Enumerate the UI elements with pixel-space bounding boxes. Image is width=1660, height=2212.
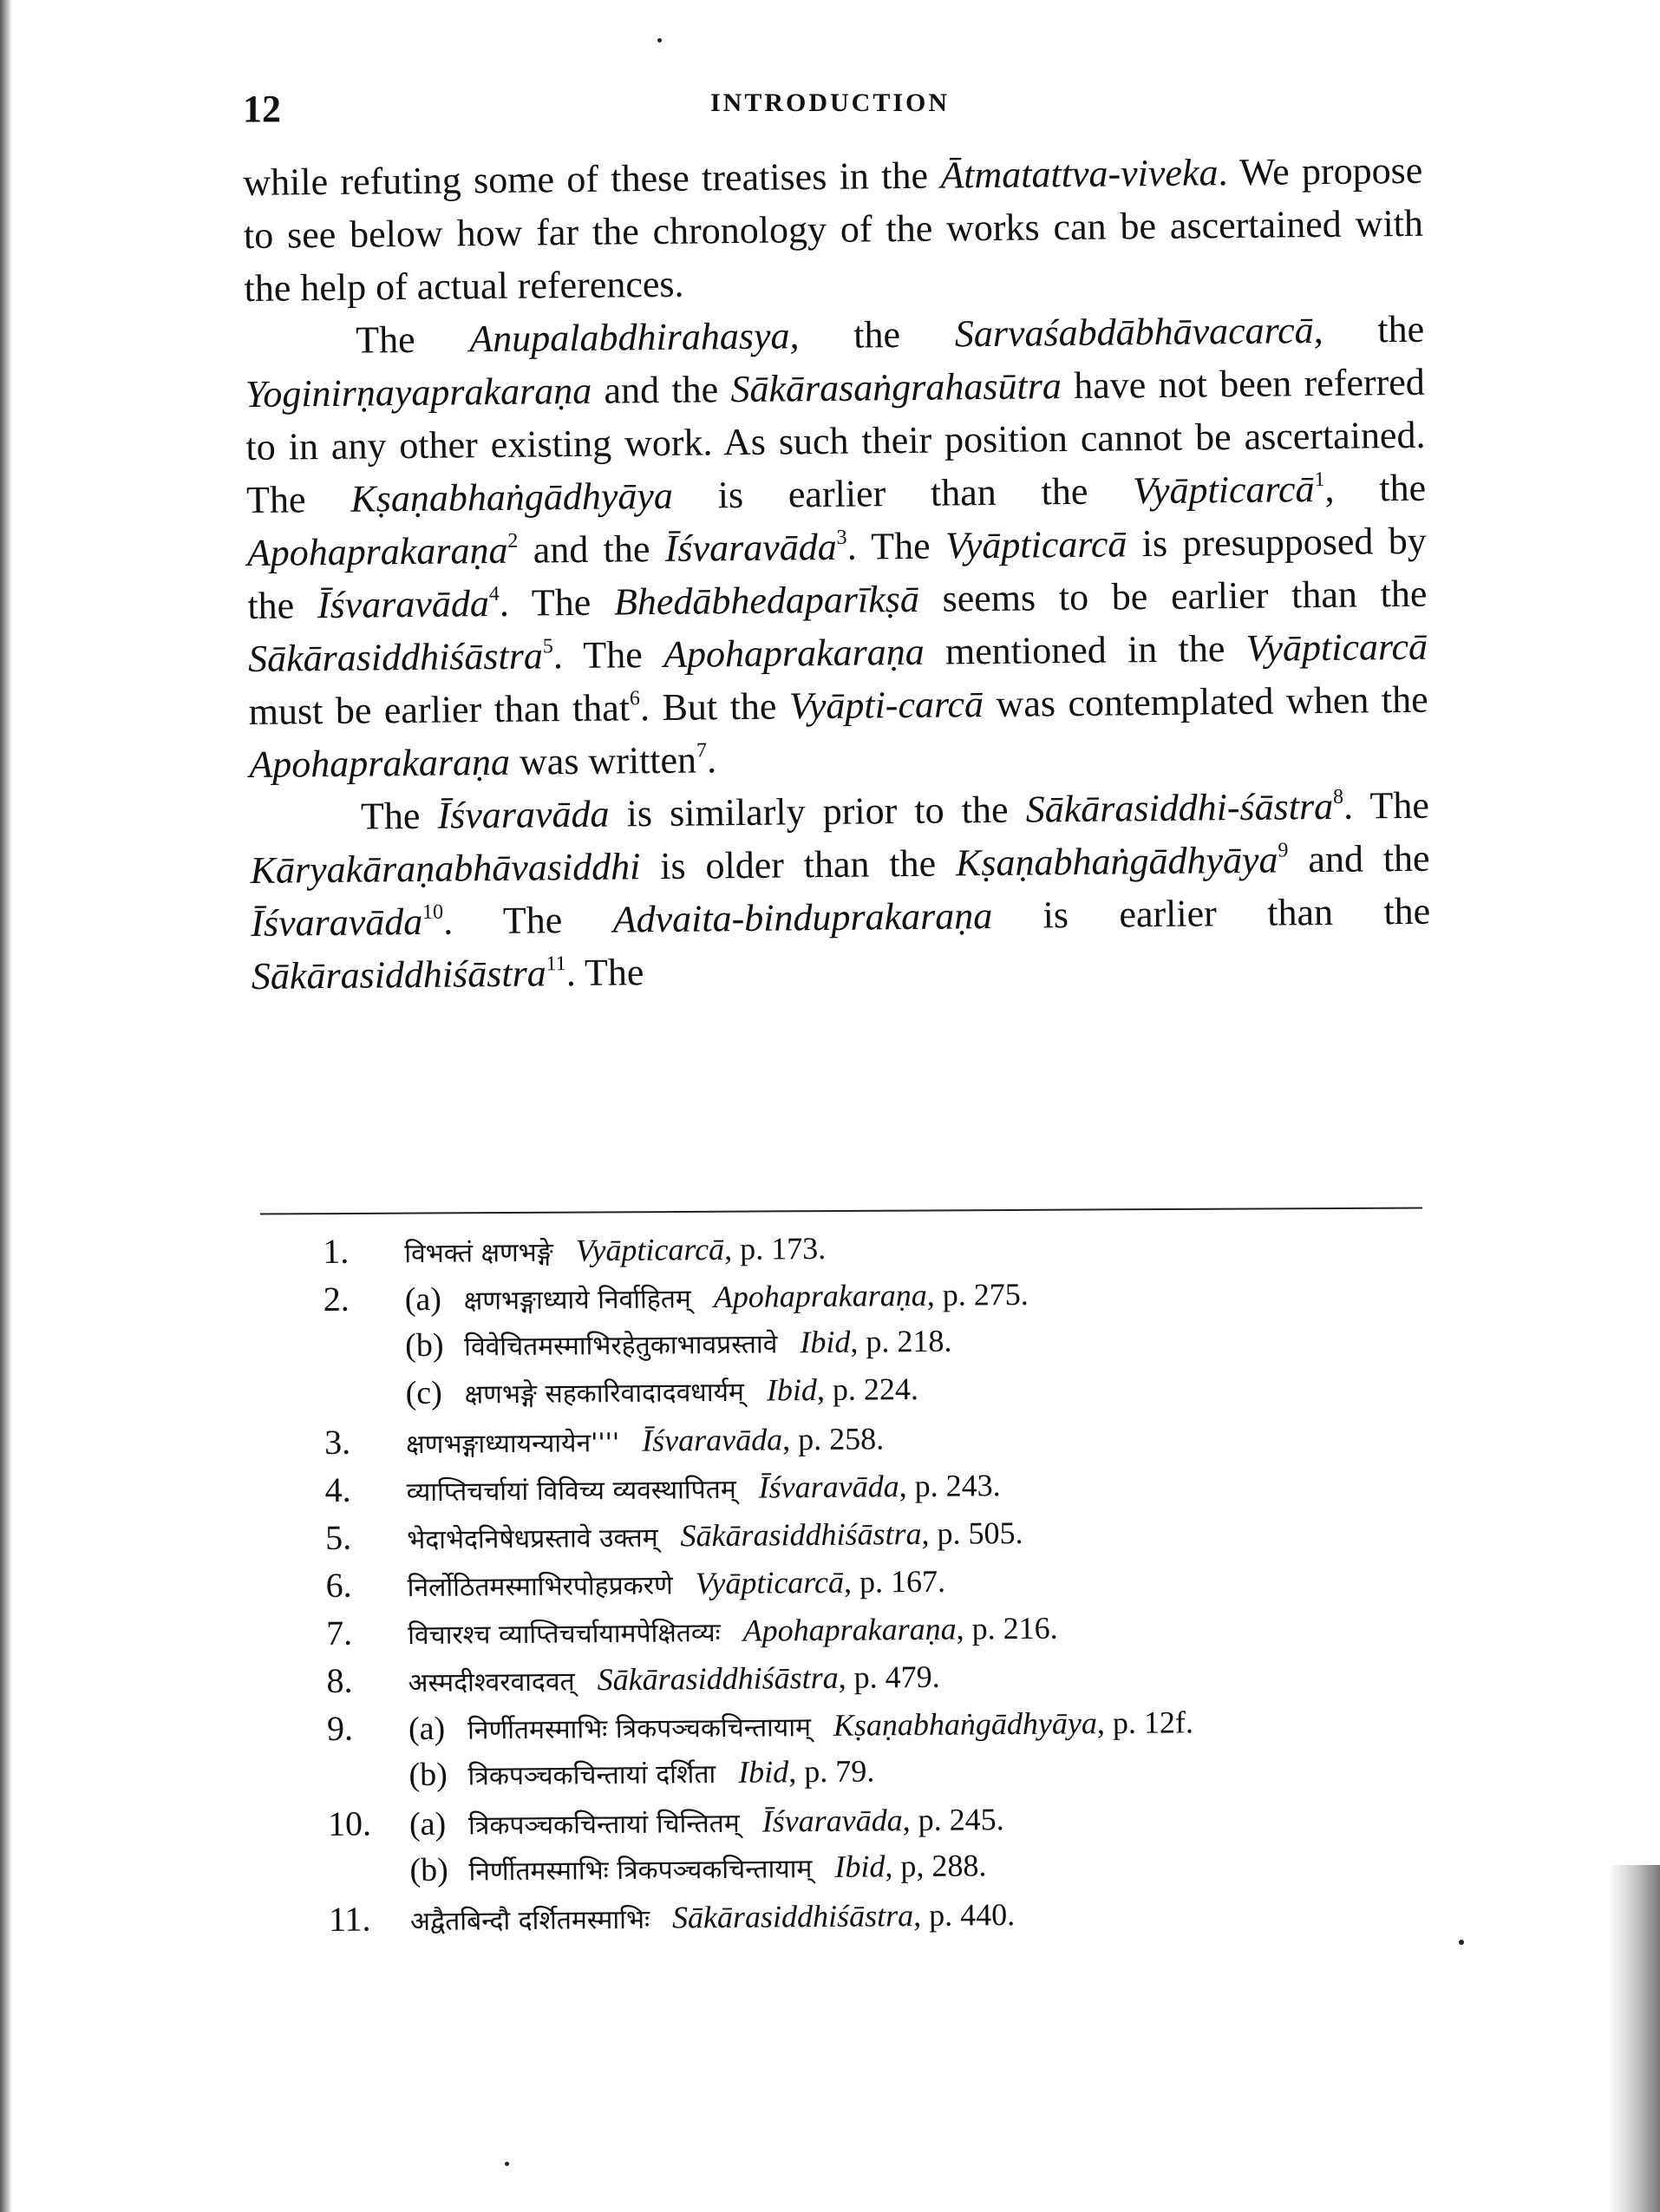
text-run: must be earlier than that (248, 686, 631, 733)
page-reference: , p. 173. (723, 1230, 827, 1266)
text-run: have not been referred to in any other existing work. As such their position cannot be ascertained. The (245, 360, 1426, 521)
text-run: . The (499, 580, 615, 625)
scan-speck (1459, 1940, 1464, 1945)
text-run: the (799, 312, 956, 357)
work-title: Vyāpticarcā (1132, 468, 1315, 513)
page-number: 12 (243, 88, 281, 130)
text-run: mentioned in the (924, 626, 1246, 673)
work-title: Advaita-binduprakaraṇa (612, 893, 993, 941)
sanskrit-quote: त्रिकपञ्चकचिन्तायां दर्शिता (467, 1759, 716, 1792)
sanskrit-quote: अस्मदीश्वरवादवत् (408, 1666, 575, 1699)
paragraph-1 (243, 144, 1424, 315)
paragraph-3 (250, 779, 1431, 1003)
page-reference: , p. 275. (926, 1276, 1029, 1312)
sanskrit-quote: अद्वैतबिन्दौ दर्शितमस्माभिः (409, 1904, 650, 1938)
footnote-number: 1. (323, 1231, 350, 1271)
work-title: Kāryakāraṇabhāvasiddhi (250, 845, 641, 892)
text-run: and the (591, 368, 731, 412)
text-run: is presupposed by the (247, 519, 1427, 627)
work-title: Apohaprakaraṇa (663, 630, 925, 676)
work-title: Īśvaravāda (251, 900, 423, 945)
footnote-ref: 9 (1278, 839, 1289, 862)
text-run: seems to be earlier than the (918, 572, 1428, 620)
page-reference: , p. 440. (912, 1897, 1016, 1934)
footnote-subletter: (b) (409, 1851, 448, 1889)
text-run: . But the (639, 684, 790, 730)
footnote-ref: 10 (422, 900, 444, 924)
footnote-subletter: (a) (404, 1280, 442, 1319)
text-run: The (355, 317, 470, 362)
page-reference: , p. 79. (788, 1753, 875, 1790)
source-title: Īśvaravāda (761, 1803, 903, 1839)
work-title: Īśvaravāda (437, 792, 610, 837)
work-title: Sarvaśabdābhāvacarcā, (954, 308, 1323, 356)
footnote-ref: 1 (1314, 468, 1325, 492)
footnote-number: 2. (323, 1279, 350, 1319)
page-reference: , p. 218. (850, 1323, 952, 1359)
footnote-ref: 8 (1332, 785, 1344, 808)
sanskrit-quote: निर्लोठितमस्माभिरपोहप्रकरणे (407, 1570, 673, 1604)
footnote-subletter: (a) (408, 1805, 447, 1843)
footnote-rule (260, 1207, 1422, 1214)
text-run: is older than the (640, 841, 957, 888)
sanskrit-quote: क्षणभङ्गाध्याये निर्वाहितम् (463, 1284, 691, 1317)
footnote-subletter: (c) (405, 1374, 443, 1412)
work-title: Apohaprakaraṇa (249, 740, 511, 786)
source-title: Īśvaravāda (758, 1469, 899, 1505)
text-run: is earlier than the (991, 889, 1431, 937)
text-run: . The (1343, 783, 1430, 828)
footnote-number: 3. (324, 1422, 351, 1462)
text-run: . The (565, 951, 644, 995)
source-title: Vyāpticarcā (575, 1231, 725, 1268)
source-title: Apohaprakaraṇa (713, 1277, 927, 1315)
work-title: Vyāpti-carcā (788, 683, 984, 728)
scan-speck (505, 2162, 509, 2166)
sanskrit-quote: विचारश्च व्याप्तिचर्चायामपेक्षितव्यः (407, 1618, 721, 1652)
page-reference: , p. 216. (956, 1610, 1058, 1646)
work-title: Ātmatattva-viveka (940, 151, 1219, 197)
text-run: , the (1324, 466, 1427, 510)
work-title: Sākārasiddhiśāstra (251, 952, 546, 998)
text-run: . The (846, 524, 946, 568)
footnote-number: 9. (326, 1708, 354, 1748)
footnote-ref: 7 (696, 739, 708, 762)
source-title: Īśvaravāda (641, 1422, 783, 1458)
work-title: Vyāpticarcā (1245, 625, 1428, 670)
work-title: Sākārasaṅgrahasūtra (730, 364, 1062, 411)
footnote-ref: 6 (629, 687, 641, 710)
sanskrit-quote: व्याप्तिचर्चायां विविच्य व्यवस्थापितम् (406, 1474, 736, 1508)
source-title: Kṣaṇabhaṅgādhyāya (833, 1705, 1098, 1743)
footnote-number: 11. (328, 1899, 371, 1939)
page-reference: , p, 288. (885, 1848, 987, 1884)
sanskrit-quote: निर्णीतमस्माभिः त्रिकपञ्चकचिन्तायाम् (468, 1854, 813, 1888)
text-run: was contemplated when the (983, 677, 1428, 726)
footnote-ref: 5 (542, 635, 553, 658)
source-title: Vyāpticarcā (695, 1564, 845, 1601)
paragraph-2 (245, 303, 1429, 791)
text-run: is earlier than the (672, 469, 1134, 517)
footnote-ref: 11 (546, 952, 566, 976)
page-reference: , p. 479. (838, 1659, 940, 1695)
sanskrit-quote: निर्णीतमस्माभिः त्रिकपञ्चकचिन्तायाम् (467, 1712, 812, 1746)
text-run: and the (518, 527, 666, 572)
footnotes (323, 1217, 1482, 1943)
page-reference: , p. 12f. (1096, 1705, 1194, 1741)
work-title: Apohaprakaraṇa (246, 528, 508, 574)
text-run: . The (442, 898, 613, 943)
page-reference: , p. 167. (843, 1563, 946, 1600)
scan-left-edge-shadow (0, 0, 12, 2212)
work-title: Vyāpticarcā (944, 522, 1127, 567)
footnote-number: 4. (324, 1469, 351, 1509)
footnote-subletter: (b) (408, 1756, 448, 1794)
footnote-number: 5. (324, 1517, 352, 1557)
body-text (243, 144, 1431, 1003)
page-reference: , p. 245. (902, 1802, 1004, 1838)
text-run: and the (1288, 836, 1430, 881)
source-title: Ibid (738, 1754, 789, 1790)
text-run: while refuting some of these treatises in the (243, 154, 941, 204)
work-title: Yoginirṇayaprakaraṇa (245, 369, 592, 416)
running-head: INTRODUCTION (709, 88, 951, 117)
source-title: Ibid (766, 1372, 818, 1408)
footnote-ref: 4 (488, 582, 500, 606)
footnote-subletter: (a) (408, 1710, 446, 1748)
work-title: Īśvaravāda (664, 525, 837, 570)
page-reference: , p. 243. (899, 1468, 1001, 1504)
source-title: Ibid (834, 1849, 886, 1884)
footnote-subletter: (b) (405, 1326, 444, 1365)
source-title: Ibid (800, 1324, 851, 1360)
source-title: Sākārasiddhiśāstra (597, 1659, 839, 1698)
work-title: Anupalabdhirahasya, (469, 314, 800, 361)
text-run: . We propose to see below how far the chronology of the works can be ascertained with the help of actual references. (243, 148, 1424, 310)
work-title: Kṣaṇabhaṅgādhyāya (955, 838, 1278, 885)
scan-right-edge-shadow (1608, 1865, 1660, 2212)
text-run: . The (552, 632, 664, 677)
page-reference: , p. 224. (816, 1371, 919, 1408)
scan-speck (657, 38, 662, 43)
sanskrit-quote: क्षणभङ्गाध्यायन्यायेन'''' (406, 1428, 620, 1461)
page-reference: , p. 505. (921, 1515, 1023, 1551)
footnote-number: 8. (326, 1660, 353, 1700)
footnote-number: 10. (327, 1803, 372, 1843)
text-run: . (706, 738, 717, 782)
text-run: the (1323, 307, 1425, 351)
source-title: Apohaprakaraṇa (742, 1611, 957, 1648)
text-run: is similarly prior to the (609, 788, 1026, 835)
sanskrit-quote: विवेचितमस्माभिरहेतुकाभावप्रस्तावे (464, 1329, 778, 1363)
work-title: Sākārasiddhiśāstra (247, 634, 544, 680)
sanskrit-quote: विभक्तं क्षणभङ्गे (404, 1237, 553, 1270)
sanskrit-quote: क्षणभङ्गे सहकारिवादादवधार्यम् (464, 1377, 745, 1410)
footnote-number: 7. (325, 1613, 353, 1652)
work-title: Kṣaṇabhaṅgādhyāya (350, 474, 674, 520)
source-title: Sākārasiddhiśāstra (671, 1898, 914, 1935)
sanskrit-quote: त्रिकपञ्चकचिन्तायां चिन्तितम् (467, 1808, 740, 1842)
text-run: was written (509, 738, 697, 783)
page-reference: , p. 258. (781, 1421, 885, 1457)
source-title: Sākārasiddhiśāstra (680, 1515, 922, 1554)
footnote-number: 6. (325, 1565, 352, 1605)
work-title: Bhedābhedaparīkṣā (613, 577, 920, 624)
work-title: Īśvaravāda (317, 582, 490, 627)
sanskrit-quote: भेदाभेदनिषेधप्रस्तावे उक्तम् (406, 1522, 658, 1556)
footnote-ref: 3 (836, 526, 847, 549)
footnote-ref: 2 (507, 529, 519, 553)
text-run: The (360, 794, 438, 838)
work-title: Sākārasiddhi-śāstra (1025, 784, 1334, 831)
